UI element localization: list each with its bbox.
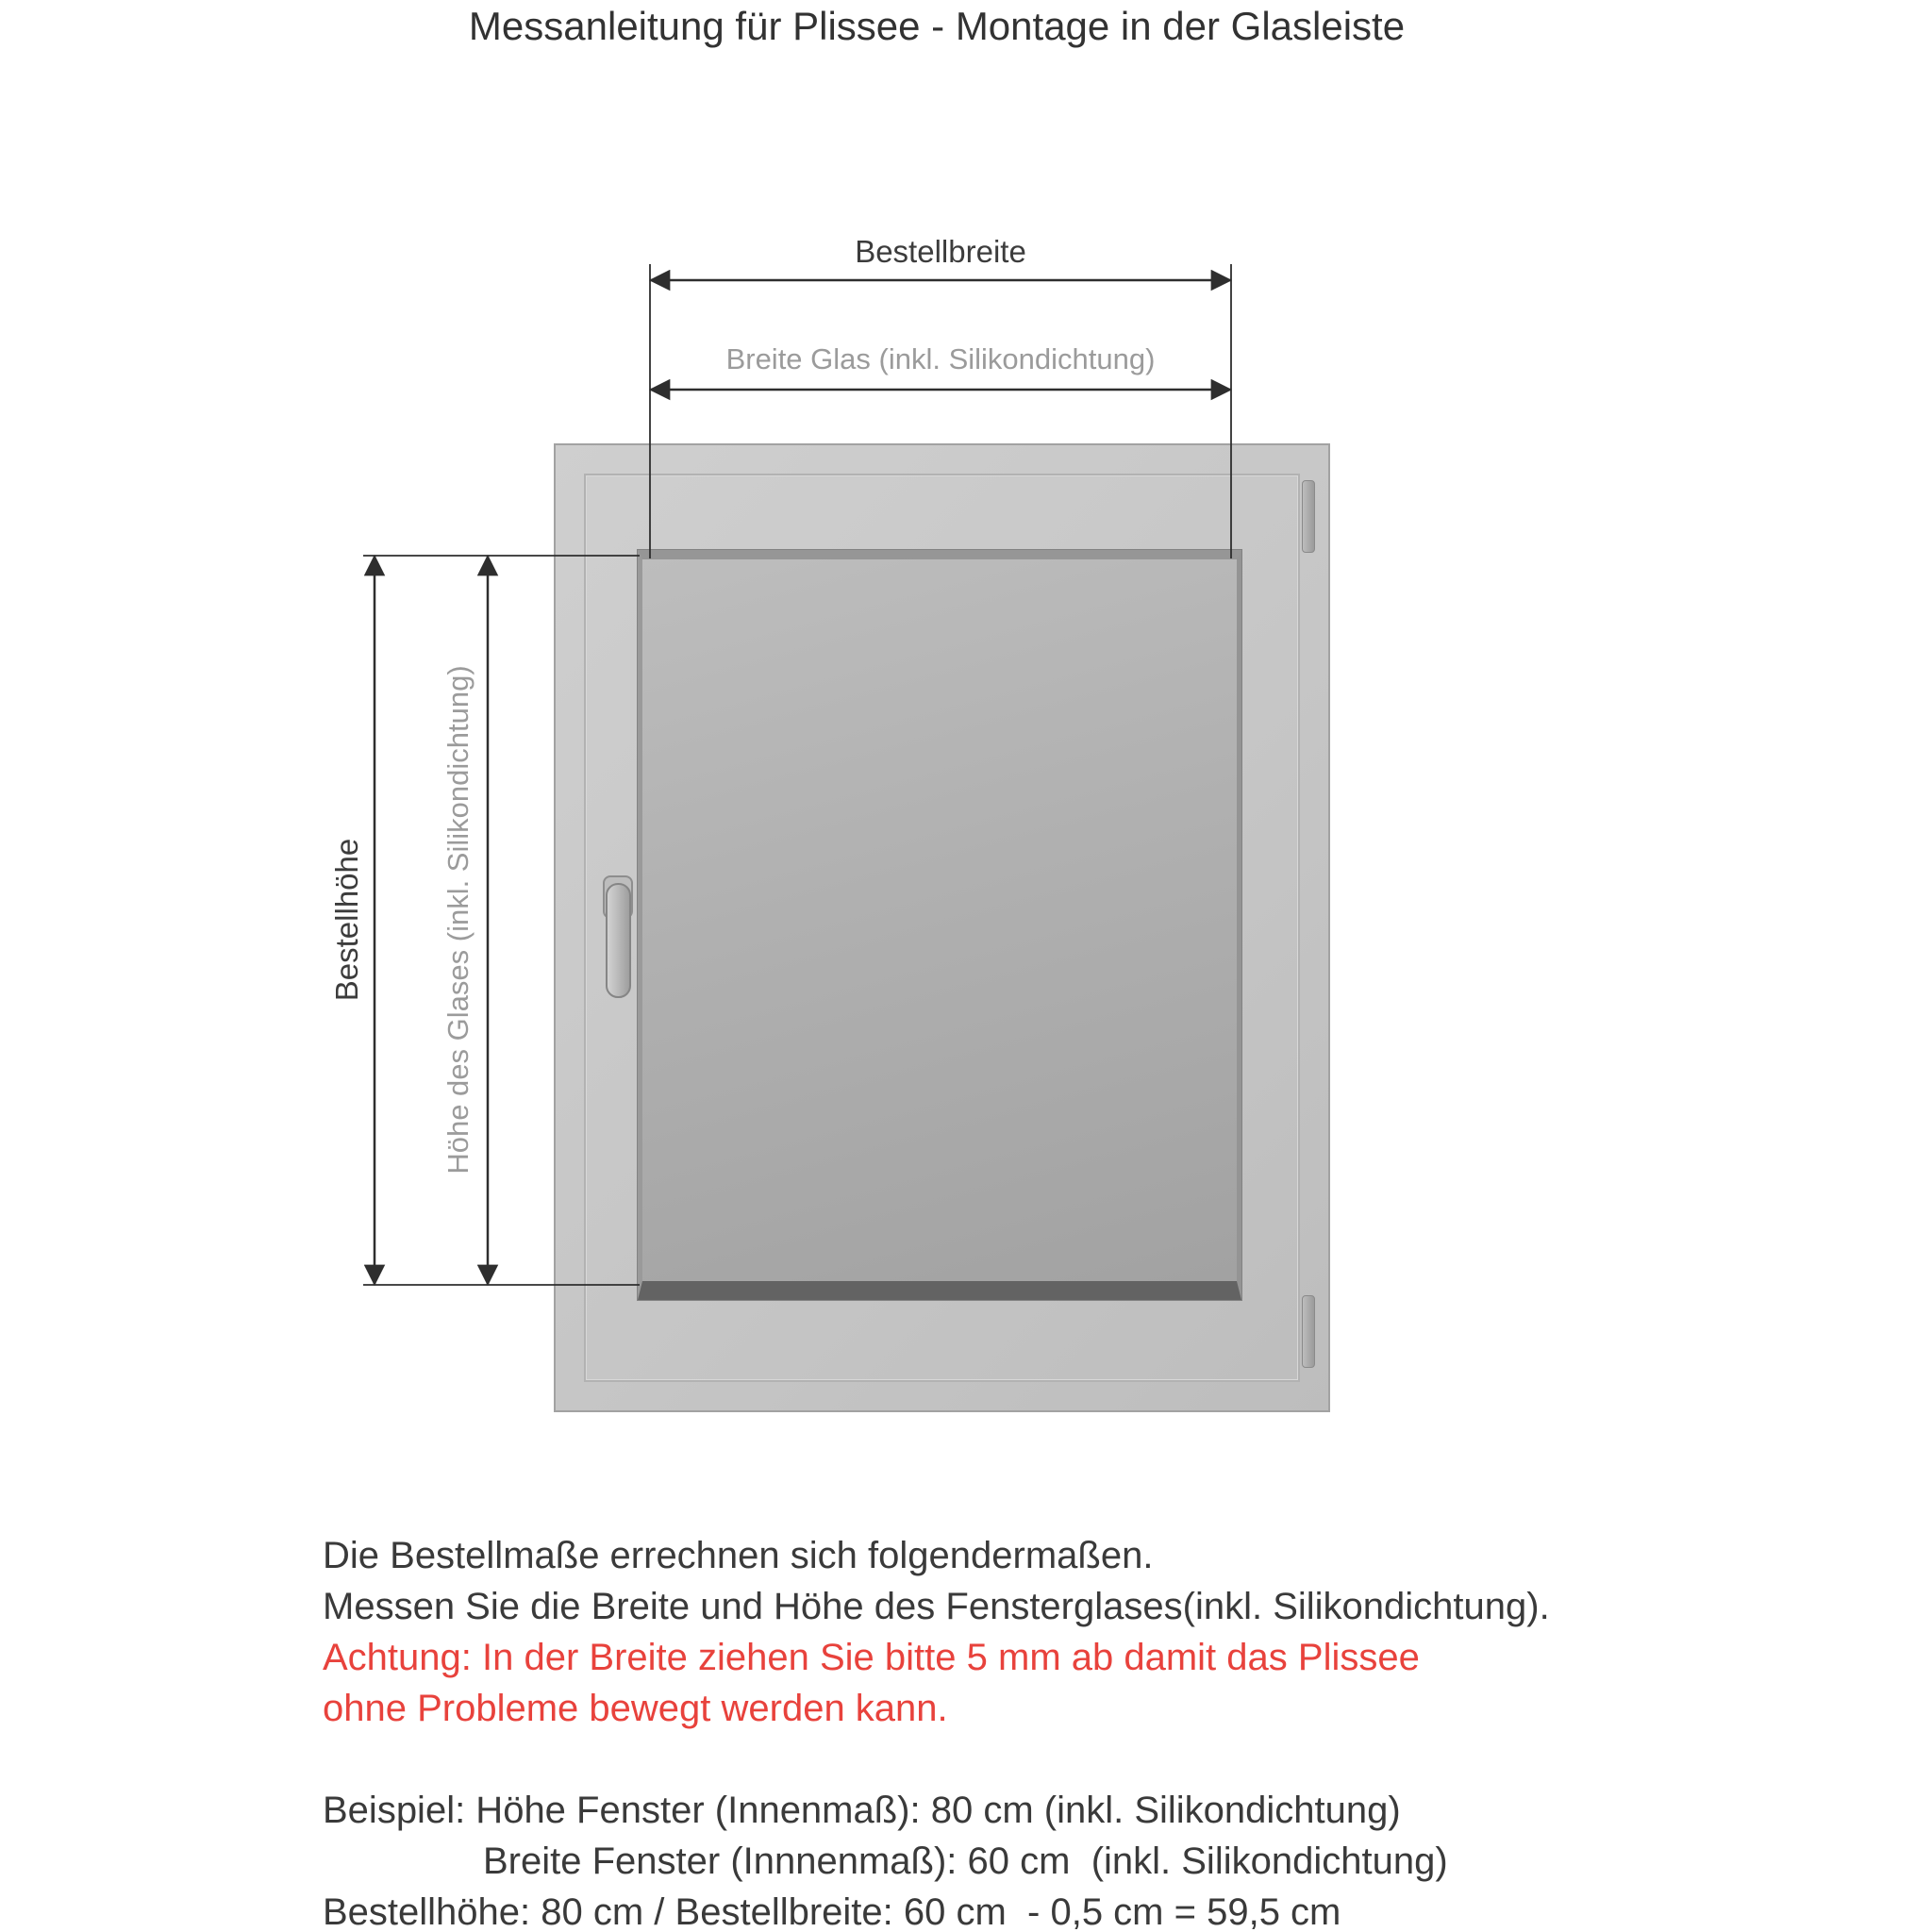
instruction-intro-line-2: Messen Sie die Breite und Höhe des Fensterglases(inkl. Silikondichtung). xyxy=(323,1586,1550,1627)
instruction-warning-line-2: ohne Probleme bewegt werden kann. xyxy=(323,1688,948,1729)
page-title: Messanleitung für Plissee - Montage in der Glasleiste xyxy=(468,4,1406,48)
instruction-example-line-3: Bestellhöhe: 80 cm / Bestellbreite: 60 cm - 0,5 cm = 59,5 cm xyxy=(323,1891,1341,1932)
instruction-example-line-1: Beispiel: Höhe Fenster (Innenmaß): 80 cm (inkl. Silikondichtung) xyxy=(323,1790,1401,1831)
bestellhoehe-label: Bestellhöhe xyxy=(329,838,364,1002)
bestellbreite-label: Bestellbreite xyxy=(855,234,1026,269)
text-spacer xyxy=(323,1734,1851,1785)
window-handle xyxy=(606,883,631,998)
instruction-intro-line-1: Die Bestellmaße errechnen sich folgendermaßen. xyxy=(323,1535,1154,1576)
window-hinge-top xyxy=(1302,480,1315,553)
instruction-warning-line-1: Achtung: In der Breite ziehen Sie bitte 5 mm ab damit das Plissee xyxy=(323,1637,1420,1678)
window-frame xyxy=(554,443,1330,1412)
window-hinge-bottom xyxy=(1302,1295,1315,1368)
instructions-block xyxy=(323,1530,1851,1932)
instruction-example-line-2: Breite Fenster (Innnenmaß): 60 cm (inkl. Silikondichtung) xyxy=(483,1840,1448,1882)
window-glass xyxy=(638,550,1241,1300)
hoehe-glas-label: Höhe des Glases (inkl. Silikondichtung) xyxy=(441,665,475,1174)
breite-glas-label: Breite Glas (inkl. Silikondichtung) xyxy=(725,342,1156,375)
